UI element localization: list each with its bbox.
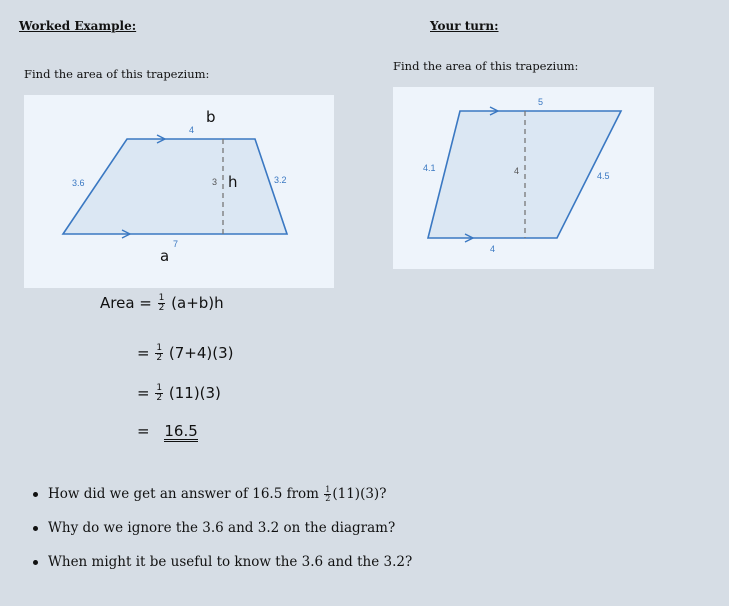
left-right-side-label: 3.2 <box>274 175 287 185</box>
working-line-4: = 16.5 <box>137 422 198 440</box>
right-left-side-label: 4.1 <box>423 163 436 173</box>
worked-example-heading: Worked Example: <box>19 19 137 33</box>
left-top-length-label: 4 <box>189 125 195 135</box>
working-line-2: = $\frac{1}{2}$ (7+4)(3) <box>137 343 234 363</box>
question-3: When might it be useful to know the 3.6 and the 3.2? <box>30 552 412 572</box>
question-1-fraction: $\frac{1}{2}$ <box>325 485 331 503</box>
right-bottom-length-label: 4 <box>490 244 496 254</box>
working-substitution: (7+4)(3) <box>168 344 234 362</box>
left-hand-h: h <box>228 173 238 191</box>
question-1: How did we get an answer of 16.5 from $\frac{1}{2}$ (11)(3)? <box>30 484 412 504</box>
right-trapezium-diagram <box>393 87 654 269</box>
left-bottom-length-label: 7 <box>173 239 179 249</box>
working-line-3: = $\frac{1}{2}$ (11)(3) <box>137 383 221 403</box>
left-left-side-label: 3.6 <box>72 178 85 188</box>
right-height-label: 4 <box>514 166 520 176</box>
working-simplified: (11)(3) <box>168 384 221 402</box>
left-height-label: 3 <box>212 177 218 187</box>
working-line-1 <box>100 294 224 313</box>
right-trapezium-svg <box>393 87 654 269</box>
working-fraction-2: $\frac{1}{2}$ <box>156 343 163 363</box>
left-trapezium-svg <box>24 95 334 288</box>
working-fraction-1: $\frac{1}{2}$ <box>158 293 165 313</box>
working-result: 16.5 <box>164 422 198 440</box>
left-trapezium-diagram <box>24 95 334 288</box>
left-trapezium-shape <box>63 139 287 234</box>
left-hand-a: a <box>160 247 170 265</box>
left-hand-b: b <box>206 108 216 126</box>
right-top-length-label: 5 <box>538 97 544 107</box>
working-fraction-3: $\frac{1}{2}$ <box>156 383 163 403</box>
your-turn-heading: Your turn: <box>430 19 499 33</box>
question-2: Why do we ignore the 3.6 and 3.2 on the diagram? <box>30 518 412 538</box>
right-instruction: Find the area of this trapezium: <box>393 59 579 73</box>
right-right-side-label: 4.5 <box>597 171 610 181</box>
discussion-questions <box>30 484 412 586</box>
left-instruction: Find the area of this trapezium: <box>24 67 210 81</box>
working-area-label: Area = <box>100 294 152 312</box>
working-formula: (a+b)h <box>171 294 224 312</box>
